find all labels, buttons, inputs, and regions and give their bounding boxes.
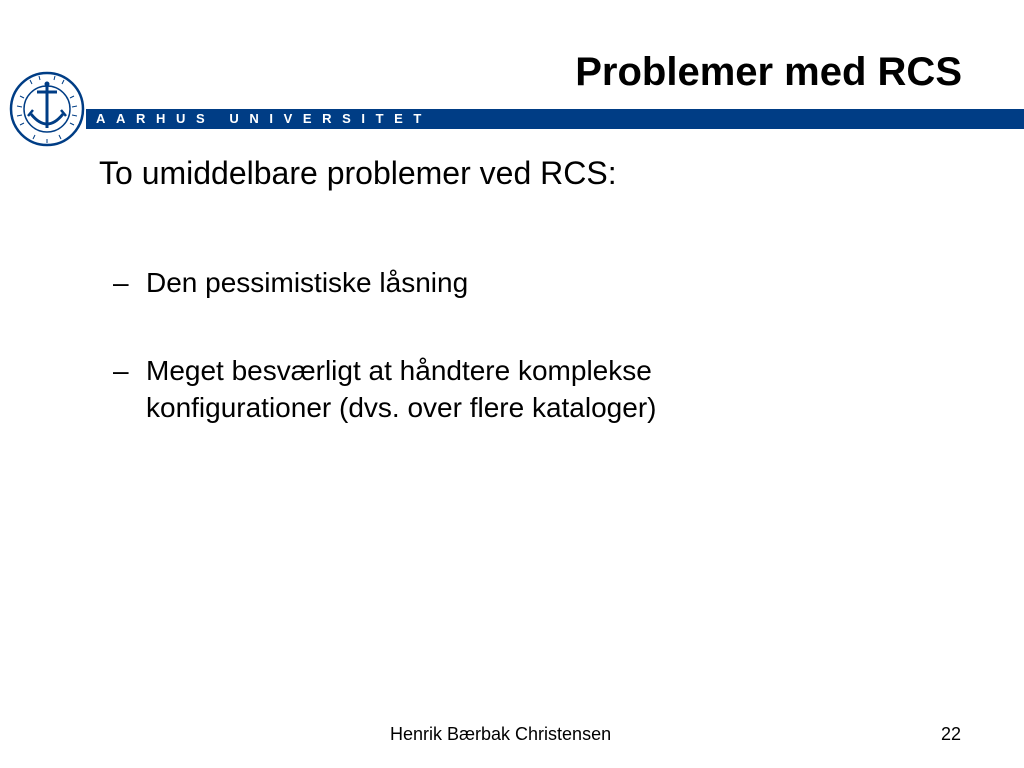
list-item xyxy=(113,264,806,301)
footer-author: Henrik Bærbak Christensen xyxy=(390,724,612,744)
list-item xyxy=(113,352,806,426)
university-seal-icon xyxy=(8,70,86,148)
dash-marker: – xyxy=(113,355,129,386)
bullet-text: Den pessimistiske låsning xyxy=(146,267,469,298)
bullet-list xyxy=(113,264,806,477)
dash-marker: – xyxy=(113,267,129,298)
bullet-text: Meget besværligt at håndtere komplekse konfigurationer (dvs. over flere kataloger) xyxy=(146,355,657,423)
page-number: 22 xyxy=(941,724,962,744)
slide-title: Problemer med RCS xyxy=(575,50,962,94)
university-name: AARHUS UNIVERSITET xyxy=(96,111,432,126)
intro-text: To umiddelbare problemer ved RCS: xyxy=(99,155,617,191)
